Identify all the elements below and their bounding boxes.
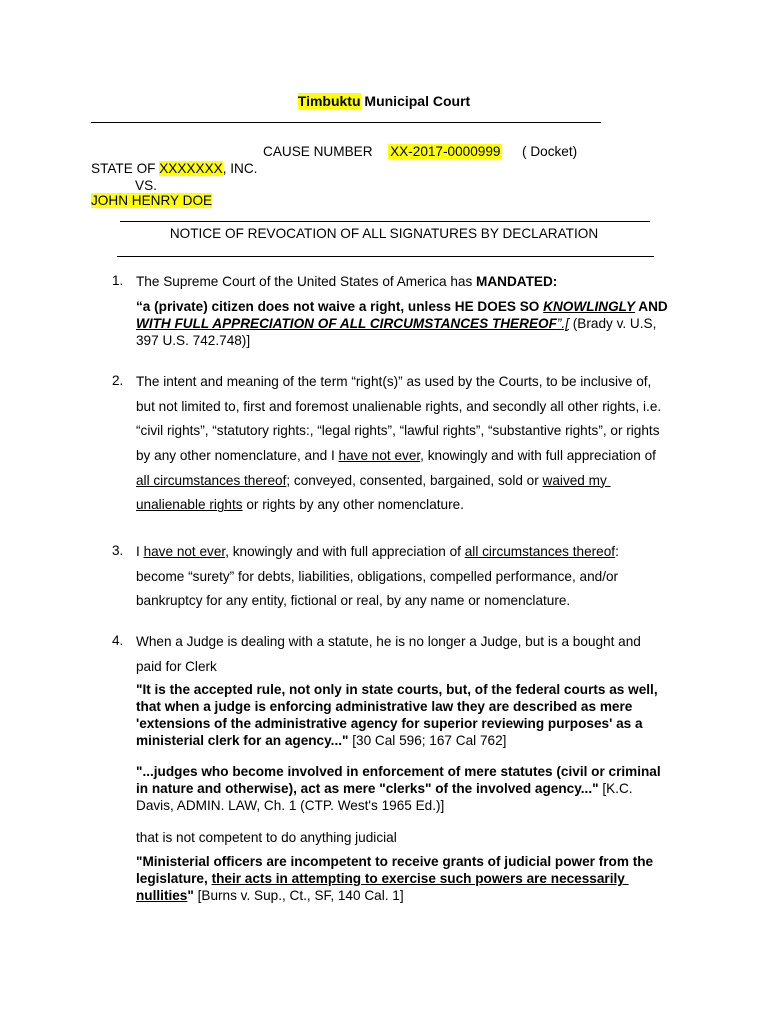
- item-2-line-6b: or rights by any other nomenclature.: [242, 497, 464, 513]
- item-3-line-1d: all circumstances thereof: [464, 544, 616, 559]
- item-1-lead-text: The Supreme Court of the United States of America has: [136, 274, 477, 289]
- item-4-line-1: When a Judge is dealing with a statute, he is no longer a Judge, but is a bought and: [136, 634, 641, 649]
- item-1-quote-l1a: “a (private) citizen does not waive a right, unless HE DOES SO: [136, 299, 544, 314]
- item-4-quote-b: [136, 763, 661, 814]
- title-rule: [91, 122, 601, 123]
- cause-line: [263, 143, 577, 160]
- item-1-quote-l3: 397 U.S. 742.748)]: [136, 333, 251, 348]
- notice-rule-bottom: [117, 256, 654, 257]
- item-2-line-2: but not limited to, first and foremost unalienable rights, and secondly all other rights, i.e.: [136, 398, 662, 414]
- item-2-paragraph: [136, 373, 661, 521]
- item-1-quote-l2b: ”.[: [556, 316, 569, 331]
- item-2-number: 2.: [112, 373, 124, 388]
- plaintiff-state: XXXXXXX: [159, 161, 223, 176]
- item-2-line-4b: have not ever: [338, 448, 421, 464]
- item-4-paragraph: [136, 633, 641, 682]
- item-2-line-3: “civil rights”, “statutory rights:, “legal rights”, “lawful rights”, “substantive rights”, or rights: [136, 423, 660, 439]
- court-name-rest: Municipal Court: [360, 93, 471, 109]
- item-3-line-1e: :: [615, 544, 619, 559]
- plaintiff-suffix: , INC.: [222, 161, 258, 176]
- item-2-line-5c: waived my: [542, 472, 611, 488]
- versus: VS.: [135, 178, 157, 193]
- item-4-line-2: paid for Clerk: [136, 658, 217, 674]
- item-3-paragraph: [136, 543, 619, 617]
- item-3-line-2: become “surety” for debts, liabilities, obligations, compelled performance, and/or: [136, 568, 619, 584]
- item-2-line-5a: all circumstances thereof: [136, 472, 287, 488]
- item-1-lead-bold: MANDATED:: [476, 274, 558, 289]
- item-2-line-4a: by any other nomenclature, and I: [136, 448, 339, 464]
- item-4-quote-c-l3c: [Burns v. Sup., Ct., SF, 140 Cal. 1]: [193, 888, 404, 903]
- item-4-quote-c-l1: "Ministerial officers are incompetent to receive grants of judicial power from the: [136, 854, 654, 869]
- item-2-line-4c: , knowingly and with full appreciation of: [420, 448, 656, 464]
- item-1-lead: [136, 273, 557, 290]
- plaintiff-line: [91, 160, 257, 177]
- item-2-line-5b: ; conveyed, consented, bargained, sold or: [286, 472, 543, 488]
- cause-number: XX-2017-0000999: [390, 144, 501, 159]
- item-4-quote-b-l1: "...judges who become involved in enforcement of mere statutes (civil or criminal: [136, 764, 661, 779]
- item-4-quote-c-l3a: nullities: [136, 888, 188, 903]
- item-3-line-1c: , knowingly and with full appreciation of: [225, 544, 465, 559]
- item-2-line-6a: unalienable rights: [136, 497, 243, 513]
- item-3-number: 3.: [112, 543, 124, 558]
- plaintiff-prefix: STATE OF: [91, 161, 160, 176]
- item-4-quote-b-l2a: in nature and otherwise), act as mere "clerks" of the involved agency...": [136, 781, 599, 796]
- item-1-quote: [136, 298, 668, 349]
- item-4-quote-a-l1: "It is the accepted rule, not only in state courts, but, of the federal courts as well,: [136, 682, 658, 697]
- item-1-number: 1.: [112, 273, 124, 288]
- item-1-quote-l1c: AND: [635, 299, 668, 314]
- court-title: [0, 93, 768, 109]
- notice-title: NOTICE OF REVOCATION OF ALL SIGNATURES BY DECLARATION: [169, 226, 599, 241]
- notice-rule-top: [120, 221, 650, 222]
- docket-label: ( Docket): [522, 144, 578, 159]
- item-3-line-1a: I: [136, 544, 144, 559]
- item-4-quote-a-l4a: ministerial clerk for an agency...": [136, 733, 349, 748]
- item-2-line-1: The intent and meaning of the term “right(s)” as used by the Courts, to be inclusive of,: [136, 374, 652, 389]
- item-4-quote-a-l2: that when a judge is enforcing administrative law they are described as mere: [136, 699, 633, 714]
- court-name-highlight: Timbuktu: [297, 93, 361, 109]
- item-4-quote-a-l3: 'extensions of the administrative agency for superior reviewing purposes' as a: [136, 716, 643, 731]
- item-4-quote-c-l2a: legislature,: [136, 871, 212, 886]
- item-1-quote-l2a: WITH FULL APPRECIATION OF ALL CIRCUMSTANCES THEREOF: [136, 316, 557, 331]
- item-4-quote-a-l4b: [30 Cal 596; 167 Cal 762]: [348, 733, 507, 748]
- item-4-quote-c: [136, 853, 653, 904]
- item-3-line-3: bankruptcy for any entity, fictional or real, by any name or nomenclature.: [136, 593, 571, 609]
- item-3-line-1b: have not ever: [143, 544, 226, 559]
- cause-label: CAUSE NUMBER: [263, 144, 373, 159]
- item-4-quote-b-l2b: [K.C.: [598, 781, 633, 796]
- defendant-name: JOHN HENRY DOE: [91, 193, 213, 208]
- item-1-quote-l1b: KNOWLINGLY: [543, 299, 636, 314]
- item-4-quote-b-l3: Davis, ADMIN. LAW, Ch. 1 (CTP. West's 1965 Ed.)]: [136, 798, 445, 813]
- item-4-mid-text: that is not competent to do anything judicial: [136, 830, 397, 845]
- item-4-quote-a: [136, 681, 658, 749]
- item-4-quote-c-l2b: their acts in attempting to exercise such powers are necessarily: [211, 871, 629, 886]
- item-4-quote-c-l3b: ": [187, 888, 194, 903]
- item-4-number: 4.: [112, 633, 124, 648]
- item-1-quote-l2c: (Brady v. U.S,: [568, 316, 657, 331]
